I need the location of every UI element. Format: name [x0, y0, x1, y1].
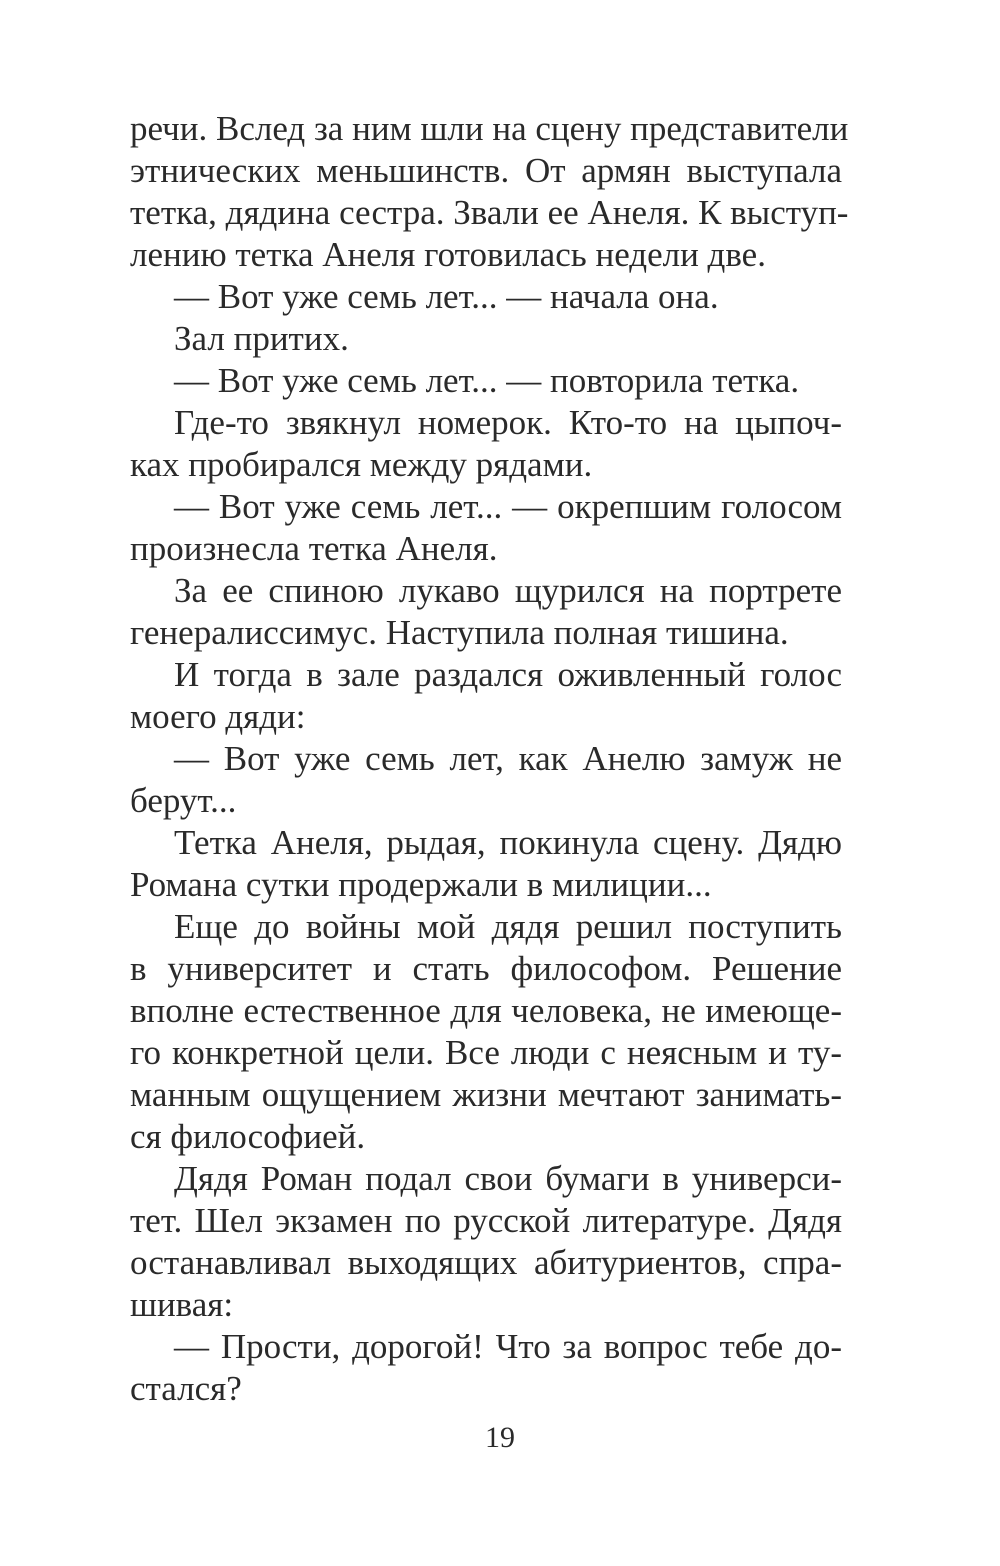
text-line: — Прости, дорогой! Что за вопрос тебе до-	[174, 1327, 842, 1366]
text-line: манным ощущением жизни мечтают занимать-	[130, 1075, 842, 1114]
text-line: И тогда в зале раздался оживленный голос	[174, 655, 842, 694]
text-line: лению тетка Анеля готовилась недели две.	[130, 235, 766, 274]
text-line: Зал притих.	[174, 319, 349, 358]
text-line: — Вот уже семь лет... — начала она.	[174, 277, 719, 316]
text-line: ках пробирался между рядами.	[130, 445, 593, 484]
text-line: в университет и стать философом. Решение	[130, 949, 842, 988]
text-line: тет. Шел экзамен по русской литературе. Дядя	[130, 1201, 842, 1240]
text-line: — Вот уже семь лет... — окрепшим голосом	[174, 487, 842, 526]
text-line: моего дяди:	[130, 697, 306, 736]
text-line: За ее спиною лукаво щурился на портрете	[174, 571, 842, 610]
body-text	[130, 108, 849, 1410]
text-line: ся философией.	[130, 1117, 366, 1156]
text-line: речи. Вслед за ним шли на сцену представители	[130, 109, 849, 148]
text-line: генералиссимус. Наступила полная тишина.	[130, 613, 789, 652]
page-number: 19	[485, 1421, 515, 1454]
text-line: берут...	[130, 781, 237, 820]
text-line: произнесла тетка Анеля.	[130, 529, 498, 568]
text-line: Дядя Роман подал свои бумаги в универси-	[174, 1159, 842, 1198]
text-line: — Вот уже семь лет... — повторила тетка.	[174, 361, 800, 400]
text-line: вполне естественное для человека, не имеюще-	[130, 991, 842, 1030]
text-line: тетка, дядина сестра. Звали ее Анеля. К выступ-	[130, 193, 849, 232]
text-line: Тетка Анеля, рыдая, покинула сцену. Дядю	[174, 823, 842, 862]
text-line: останавливал выходящих абитуриентов, спра-	[130, 1243, 842, 1282]
text-line: Еще до войны мой дядя решил поступить	[174, 907, 842, 946]
text-line: Романа сутки продержали в милиции...	[130, 865, 712, 904]
text-line: го конкретной цели. Все люди с неясным и ту-	[130, 1033, 842, 1072]
text-line: этнических меньшинств. От армян выступала	[130, 151, 842, 190]
text-line: Где-то звякнул номерок. Кто-то на цыпоч-	[174, 403, 842, 442]
text-line: шивая:	[130, 1285, 234, 1324]
text-line: — Вот уже семь лет, как Анелю замуж не	[174, 739, 842, 778]
text-line: стался?	[130, 1369, 242, 1408]
